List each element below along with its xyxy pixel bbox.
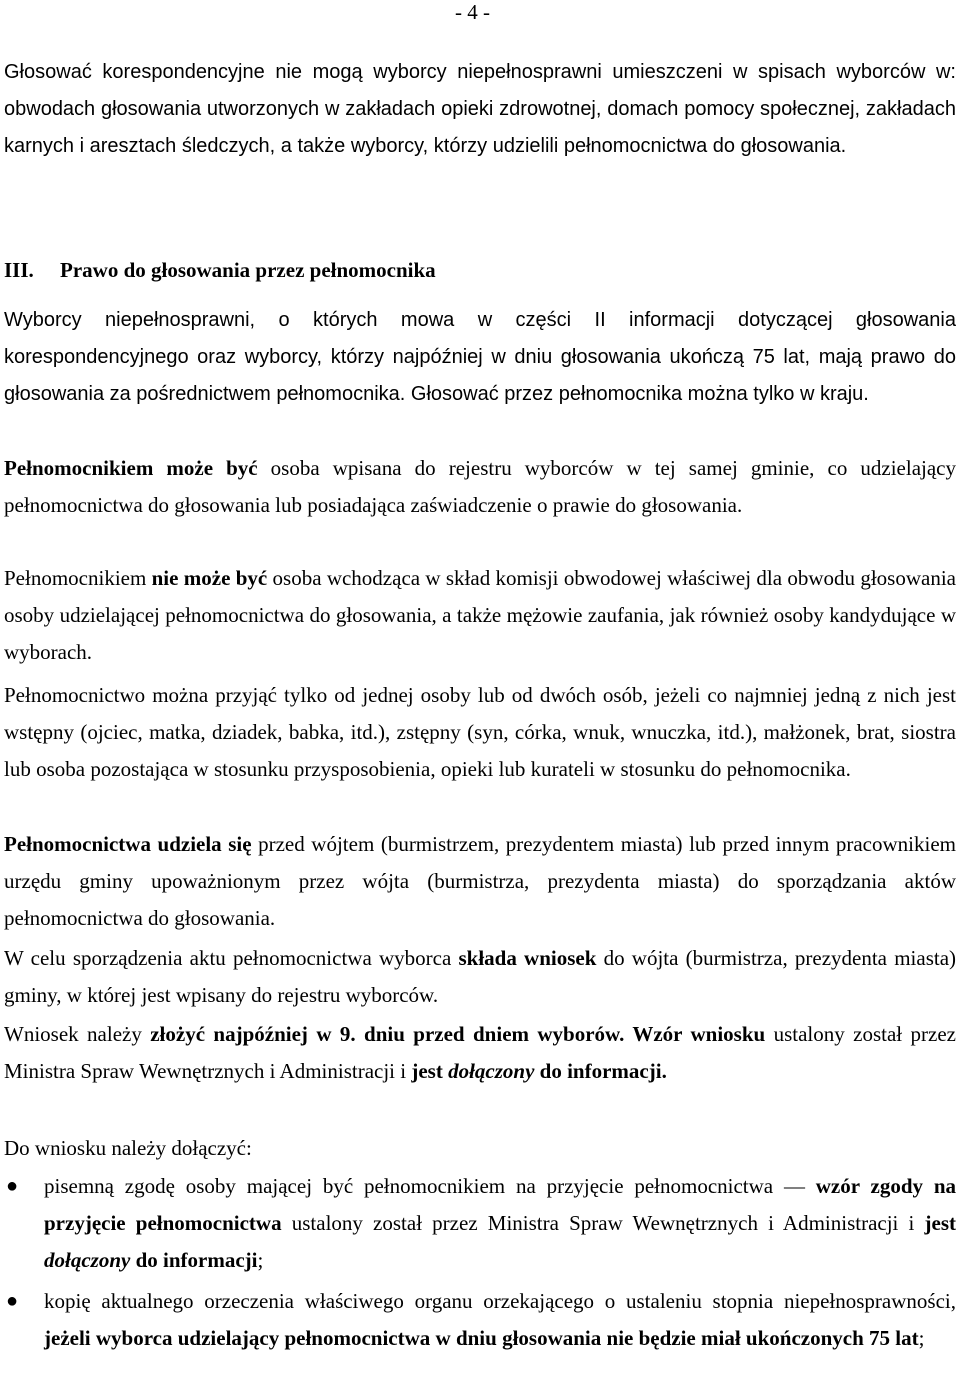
bold-phrase: składa wniosek — [458, 946, 597, 970]
text-run: Pełnomocnikiem — [4, 566, 152, 590]
bullet-icon: ● — [6, 1290, 19, 1312]
text-run: W celu sporządzenia aktu pełnomocnictwa wyborca — [4, 946, 459, 970]
bold-phrase: wzór zgody na przyjęcie pełnomocnictwa — [44, 1174, 957, 1235]
bold-phrase: do informacji — [130, 1248, 258, 1272]
text-run: kopię aktualnego orzeczenia właściwego organu orzekającego o ustaleniu stopnia niepełnosprawności, — [44, 1289, 956, 1313]
bold-phrase: złożyć najpóźniej w 9. dniu przed dniem wyborów. Wzór wniosku — [150, 1022, 766, 1046]
paragraph-who-can-be-proxy — [4, 450, 956, 524]
text-run: osoba wchodząca w skład komisji obwodowej właściwej dla obwodu głosowania osoby udzielającej pełnomocnictwa do głosowania, a także mężowie zaufania, jak również osoby kandydujące w wyborach. — [4, 566, 956, 664]
paragraph-deadline — [4, 1016, 956, 1090]
section-heading — [4, 252, 956, 289]
paragraph-correspondence-exclusions: Głosować korespondencyjne nie mogą wyborcy niepełnosprawni umieszczeni w spisach wyborców w: obwodach głosowania utworzonych w zakładach opieki zdrowotnej, domach pomocy społecznej, zakładach karnych i aresztach śledczych, a także wyborcy, którzy udzielili pełnomocnictwa do głosowania. — [4, 61, 956, 157]
text-run: do wójta (burmistrza, prezydenta miasta) gminy, w której jest wpisany do rejestru wyborców. — [4, 946, 957, 1007]
paragraph-granting-proxy — [4, 826, 956, 937]
text-run: ; — [918, 1326, 925, 1350]
paragraph-proxy-limits: Pełnomocnictwo można przyjąć tylko od jednej osoby lub od dwóch osób, jeżeli co najmniej jedną z nich jest wstępny (ojciec, matka, dziadek, babka, itd.), zstępny (syn, córka, wnuk, wnuczka, itd.), małżonek, brat, siostra lub osoba pozostająca w stosunku przysposobienia, opieki lub kurateli w stosunku do pełnomocnika. — [4, 683, 956, 781]
list-item — [4, 1168, 956, 1279]
text-run: Wniosek należy — [4, 1022, 151, 1046]
text-run: ustalony został przez Ministra Spraw Wewnętrznych i Administracji i — [281, 1211, 925, 1235]
bold-phrase: do informacji. — [534, 1059, 667, 1083]
text-run: ustalony został przez Ministra Spraw Wewnętrznych i Administracji i — [4, 1022, 956, 1083]
bold-phrase: Pełnomocnikiem może być — [4, 456, 258, 480]
bold-phrase: jest — [411, 1059, 449, 1083]
attachments-list — [4, 1168, 956, 1359]
bold-phrase: nie może być — [151, 566, 268, 590]
paragraph-eligibility: Wyborcy niepełnosprawni, o których mowa w części II informacji dotyczącej głosowania korespondencyjnego oraz wyborcy, którzy najpóźniej w dniu głosowania ukończą 75 lat, mają prawo do głosowania za pośrednictwem pełnomocnika. Głosować przez pełnomocnika można tylko w kraju. — [4, 309, 956, 405]
paragraph-application — [4, 940, 956, 1014]
bold-phrase: jeżeli wyborca udzielający pełnomocnictwa w dniu głosowania nie będzie miał ukończonych 75 lat — [44, 1326, 919, 1350]
bold-italic-phrase: dołączony — [44, 1248, 131, 1272]
text-run: pisemną zgodę osoby mającej być pełnomocnikiem na przyjęcie pełnomocnictwa — — [44, 1174, 816, 1198]
text-run: ; — [257, 1248, 264, 1272]
section-title: Prawo do głosowania przez pełnomocnika — [60, 258, 436, 282]
paragraph-who-cannot-be-proxy — [4, 560, 956, 671]
text-run: przed wójtem (burmistrzem, prezydentem miasta) lub przed innym pracownikiem urzędu gminy upoważnionym przez wójta (burmistrza, prezydenta miasta) do sporządzania aktów pełnomocnictwa do głosowania. — [4, 832, 956, 930]
bold-phrase: jest — [924, 1211, 957, 1235]
section-number: III. — [4, 258, 34, 282]
bold-phrase: Pełnomocnictwa udziela się — [4, 832, 252, 856]
page-number: - 4 - — [455, 0, 490, 24]
text-run: osoba wpisana do rejestru wyborców w tej samej gminie, co udzielający pełnomocnictwa do głosowania lub posiadająca zaświadczenie o prawie do głosowania. — [4, 456, 957, 517]
paragraph-attachments-intro: Do wniosku należy dołączyć: — [4, 1136, 252, 1160]
bold-italic-phrase: dołączony — [448, 1059, 535, 1083]
bullet-icon: ● — [6, 1175, 19, 1197]
list-item — [4, 1283, 956, 1357]
